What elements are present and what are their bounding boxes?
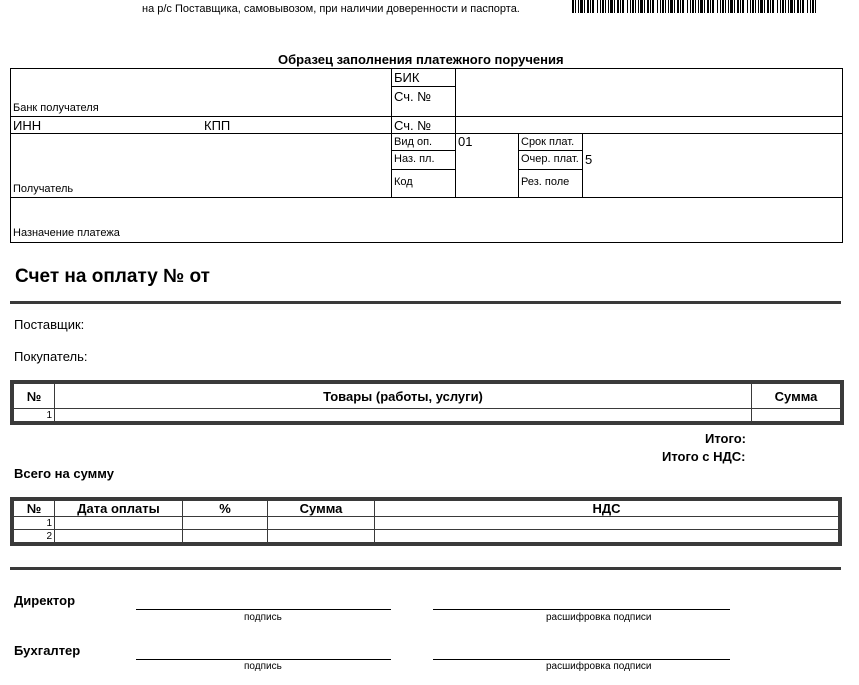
kod-label: Код <box>394 176 413 188</box>
director-sign-caption: подпись <box>244 612 282 623</box>
schedule-header-date: Дата оплаты <box>55 501 183 517</box>
barcode-graphic <box>572 0 820 13</box>
goods-header-items: Товары (работы, услуги) <box>55 384 752 409</box>
table-row <box>14 409 841 422</box>
director-decode-caption: расшифровка подписи <box>546 612 652 623</box>
goods-row-sum <box>752 409 841 422</box>
bank-label: Банк получателя <box>13 102 99 114</box>
bik-label: БИК <box>394 70 420 85</box>
schedule-row-date <box>55 530 183 543</box>
vid-op-label: Вид оп. <box>394 136 433 148</box>
goods-header-number: № <box>14 384 55 409</box>
director-signature-line <box>136 609 391 610</box>
total-label: Итого: <box>705 431 746 446</box>
delivery-note: на р/с Поставщика, самовывозом, при наличии доверенности и паспорта. <box>142 3 520 15</box>
schedule-row-vat <box>375 517 839 530</box>
goods-table <box>10 380 844 425</box>
schedule-header-number: № <box>14 501 55 517</box>
accountant-decode-caption: расшифровка подписи <box>546 661 652 672</box>
ocher-plat-value: 5 <box>585 152 593 167</box>
payment-order-title: Образец заполнения платежного поручения <box>278 52 564 67</box>
total-vat-label: Итого с НДС: <box>662 449 746 464</box>
schedule-row-date <box>55 517 183 530</box>
table-row <box>14 517 839 530</box>
buyer-label: Покупатель: <box>14 349 88 364</box>
rez-pole-label: Рез. поле <box>521 176 570 188</box>
payment-schedule-table <box>10 497 842 546</box>
invoice-title: Счет на оплату № от <box>15 266 210 287</box>
account-label-2: Сч. № <box>394 118 432 133</box>
accountant-label: Бухгалтер <box>14 643 81 658</box>
total-sum-label: Всего на сумму <box>14 466 114 481</box>
schedule-row-number: 2 <box>14 530 55 543</box>
schedule-row-percent <box>183 530 268 543</box>
schedule-row-vat <box>375 530 839 543</box>
director-label: Директор <box>14 593 76 608</box>
naz-pl-label: Наз. пл. <box>394 153 435 165</box>
vid-op-value: 01 <box>458 134 473 149</box>
kpp-label: КПП <box>204 118 231 133</box>
account-label-1: Сч. № <box>394 89 432 104</box>
recipient-label: Получатель <box>13 183 74 195</box>
srok-plat-label: Срок плат. <box>521 136 575 148</box>
table-row <box>14 530 839 543</box>
goods-row-number: 1 <box>14 409 55 422</box>
schedule-header-vat: НДС <box>375 501 839 517</box>
ocher-plat-label: Очер. плат. <box>521 153 579 165</box>
schedule-header-sum: Сумма <box>268 501 375 517</box>
schedule-row-percent <box>183 517 268 530</box>
schedule-row-sum <box>268 530 375 543</box>
purpose-label: Назначение платежа <box>13 227 120 239</box>
accountant-signature-line <box>136 659 391 660</box>
supplier-label: Поставщик: <box>14 317 85 332</box>
payment-order-form <box>10 68 843 243</box>
schedule-row-sum <box>268 517 375 530</box>
goods-row-item <box>55 409 752 422</box>
inn-label: ИНН <box>13 118 42 133</box>
accountant-decode-line <box>433 659 730 660</box>
schedule-row-number: 1 <box>14 517 55 530</box>
director-decode-line <box>433 609 730 610</box>
goods-header-sum: Сумма <box>752 384 841 409</box>
schedule-header-percent: % <box>183 501 268 517</box>
accountant-sign-caption: подпись <box>244 661 282 672</box>
